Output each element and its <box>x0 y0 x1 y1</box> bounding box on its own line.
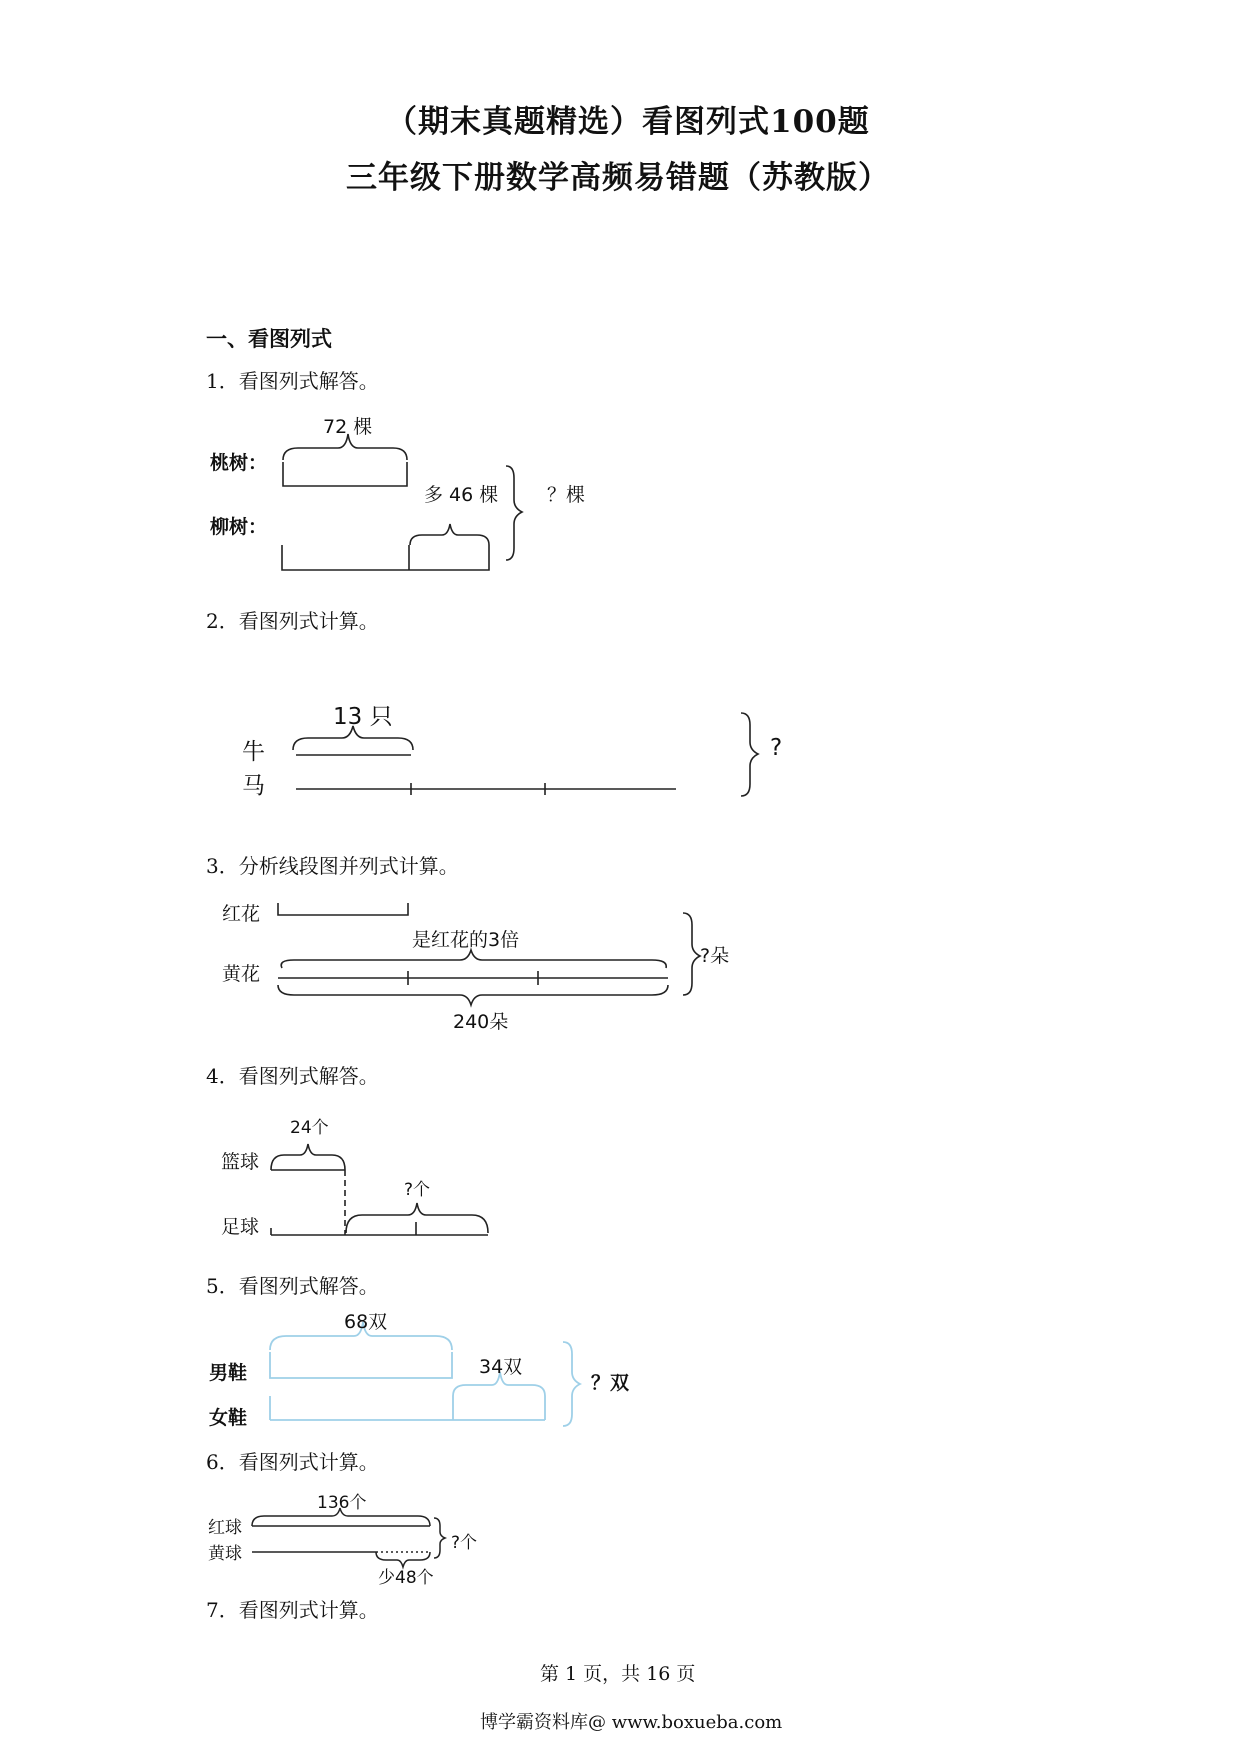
page-title: （期末真题精选）看图列式100题 <box>386 104 870 140</box>
question-7-prompt: 7．看图列式计算。 <box>206 1598 379 1622</box>
peach-tree-label: 桃树： <box>210 452 268 474</box>
question-6-prompt: 6．看图列式计算。 <box>206 1450 379 1474</box>
cow-count-label: 13 只 <box>333 704 393 730</box>
less-count-label: 少48个 <box>378 1568 434 1588</box>
total-unknown-label: ?朵 <box>700 945 730 967</box>
question-2-prompt: 2．看图列式计算。 <box>206 609 379 633</box>
red-ball-label: 红球 <box>208 1518 242 1538</box>
yellow-total-label: 240朵 <box>453 1011 509 1033</box>
difference-count-label: 34双 <box>479 1356 523 1378</box>
womens-shoes-label: 女鞋 <box>209 1407 248 1429</box>
football-label: 足球 <box>221 1216 260 1238</box>
red-ball-count-label: 136个 <box>317 1493 367 1513</box>
total-unknown-label: ? <box>770 735 783 761</box>
mens-shoes-count-label: 68双 <box>344 1311 388 1333</box>
question-5-prompt: 5．看图列式解答。 <box>206 1274 379 1298</box>
basketball-count-label: 24个 <box>290 1118 329 1138</box>
difference-label: 多 46 棵 <box>424 484 499 506</box>
question-1-prompt: 1．看图列式解答。 <box>206 369 379 393</box>
page-subtitle: 三年级下册数学高频易错题（苏教版） <box>346 160 890 196</box>
cow-label: 牛 <box>242 739 265 765</box>
basketball-label: 篮球 <box>221 1151 260 1173</box>
willow-tree-label: 柳树： <box>210 516 268 538</box>
question-3-prompt: 3．分析线段图并列式计算。 <box>206 854 459 878</box>
total-brace <box>434 1518 445 1558</box>
red-flower-label: 红花 <box>222 903 261 925</box>
watermark-text: 博学霸资料库@ www.boxueba.com <box>480 1712 783 1733</box>
total-unknown-label: ?个 <box>451 1533 478 1553</box>
peach-tree-count-label: 72 棵 <box>323 416 373 438</box>
yellow-ball-label: 黄球 <box>208 1544 242 1564</box>
question-4-prompt: 4．看图列式解答。 <box>206 1064 379 1088</box>
total-unknown-label: ？棵 <box>547 484 586 506</box>
horse-label: 马 <box>242 773 265 799</box>
total-unknown-label: ？双 <box>591 1372 630 1394</box>
yellow-flower-label: 黄花 <box>222 963 261 985</box>
difference-unknown-label: ?个 <box>404 1180 431 1200</box>
page-number: 第 1 页，共 16 页 <box>540 1663 696 1685</box>
section-heading: 一、看图列式 <box>206 326 332 351</box>
mens-shoes-label: 男鞋 <box>209 1362 248 1384</box>
multiple-label: 是红花的3倍 <box>412 929 520 951</box>
